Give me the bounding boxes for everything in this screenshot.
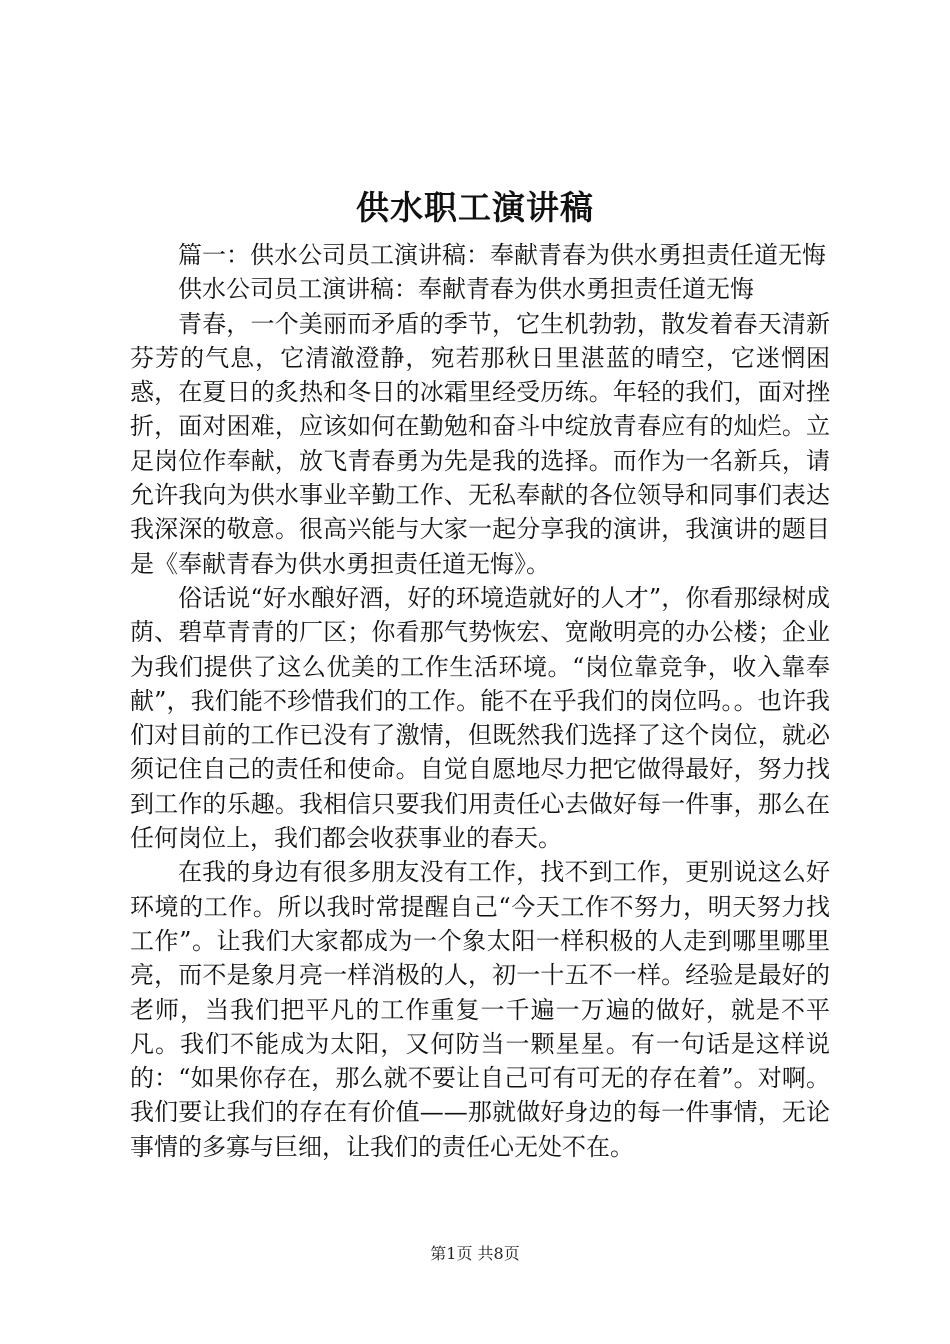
paragraph-1: 青春，一个美丽而矛盾的季节，它生机勃勃，散发着春天清新芬芳的气息，它清澈澄静，宛若那秋日里湛蓝的晴空，它迷惘困惑，在夏日的炙热和冬日的冰霜里经受历练。年轻的我们，面对挫折，面对困难，应该如何在勤勉和奋斗中绽放青春应有的灿烂。立足岗位作奉献，放飞青春勇为先是我的选择。而作为一名新兵，请允许我向为供水事业辛勤工作、无私奉献的各位领导和同事们表达我深深的敬意。很高兴能与大家一起分享我的演讲，我演讲的题目是《奉献青春为供水勇担责任道无悔》。 xyxy=(130,309,830,578)
paragraph-2: 俗话说“好水酿好酒，好的环境造就好的人才”，你看那绿树成荫、碧草青青的厂区；你看那气势恢宏、宽敞明亮的办公楼；企业为我们提供了这么优美的工作生活环境。“岗位靠竞争，收入靠奉献”，我们能不珍惜我们的工作。能不在乎我们的岗位吗。。也许我们对目前的工作已没有了激情，但既然我们选择了这个岗位，就必须记住自己的责任和使命。自觉自愿地尽力把它做得最好，努力找到工作的乐趣。我相信只要我们用责任心去做好每一件事，那么在任何岗位上，我们都会收获事业的春天。 xyxy=(130,583,830,853)
page-footer: 第1页 共8页 xyxy=(430,1244,520,1263)
sub-heading: 供水公司员工演讲稿：奉献青春为供水勇担责任道无悔 xyxy=(178,275,754,304)
document-body xyxy=(130,238,830,1164)
document-title: 供水职工演讲稿 xyxy=(356,188,594,227)
section-heading: 篇一：供水公司员工演讲稿：奉献青春为供水勇担责任道无悔 xyxy=(178,241,826,269)
paragraph-3: 在我的身边有很多朋友没有工作，找不到工作，更别说这么好环境的工作。所以我时常提醒自己“今天工作不努力，明天努力找工作”。让我们大家都成为一个象太阳一样积极的人走到哪里哪里亮，而不是象月亮一样消极的人，初一十五不一样。经验是最好的老师，当我们把平凡的工作重复一千遍一万遍的做好，就是不平凡。我们不能成为太阳，又何防当一颗星星。有一句话是这样说的：“如果你存在，那么就不要让自己可有可无的存在着”。对啊。我们要让我们的存在有价值——那就做好身边的每一件事情，无论事情的多寡与巨细，让我们的责任心无处不在。 xyxy=(130,858,830,1161)
